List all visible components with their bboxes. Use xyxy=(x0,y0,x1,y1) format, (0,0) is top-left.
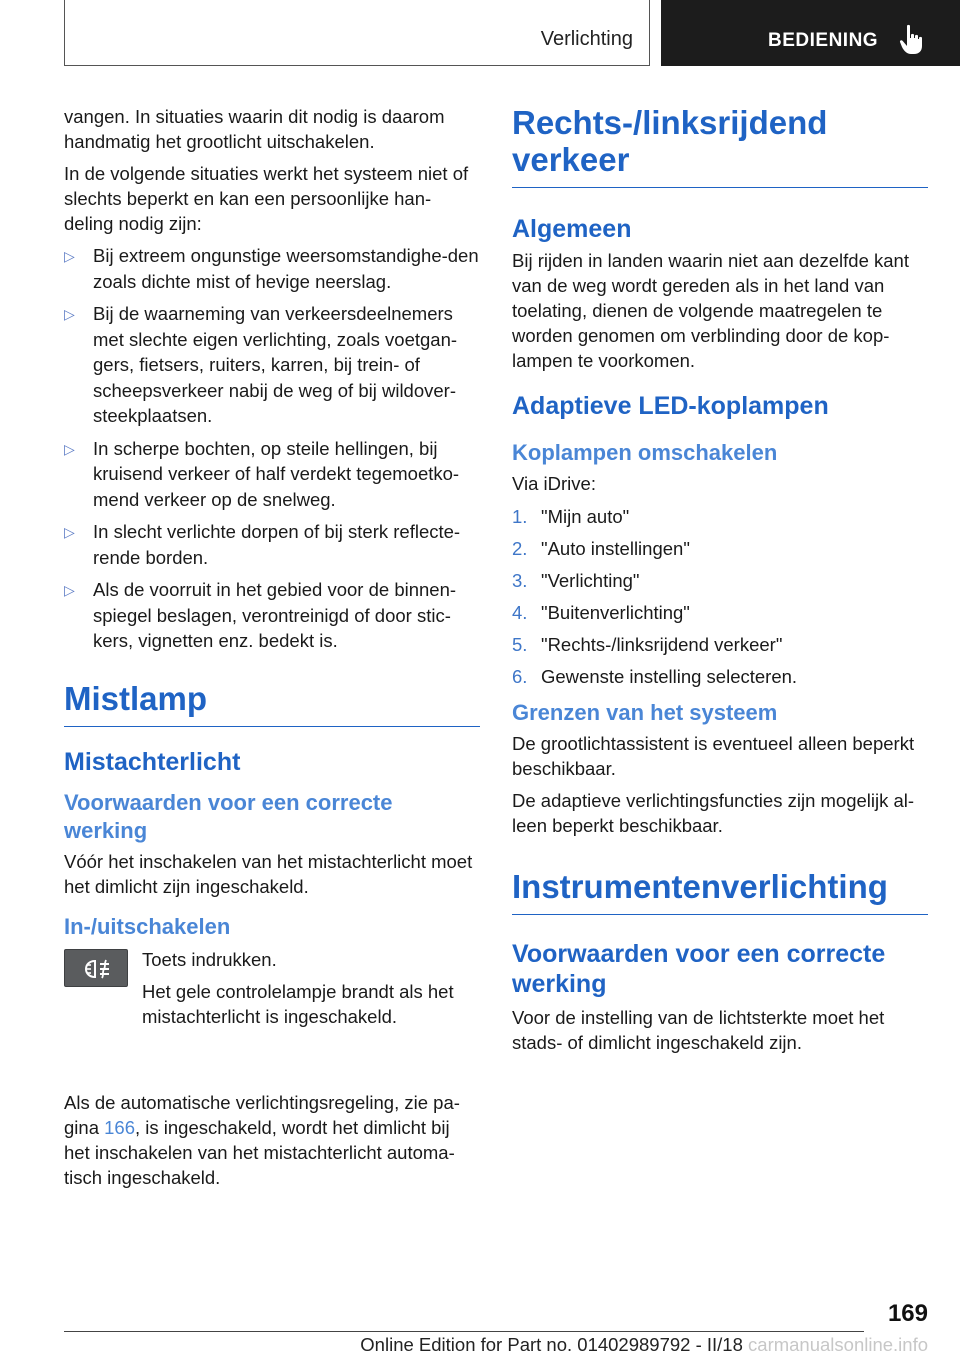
heading-mistachterlicht: Mistachterlicht xyxy=(64,747,241,776)
step-text: "Rechts-/linksrijdend verkeer" xyxy=(541,634,783,655)
list-item-text: Bij extreem ongunstige weersomstandighe-den zoals dichte mist of hevige neerslag. xyxy=(93,245,479,292)
heading-koplampen-omschakelen: Koplampen omschakelen xyxy=(512,440,778,465)
list-item xyxy=(512,600,928,625)
list-item-text: Bij de waarneming van verkeersdeelnemers met slechte eigen verlichting, zoals voetgan-gers, fietsers, ruiters, karren, bij trein- of scheepsverkeer nabij de weg of bij wildover-steekplaatsen. xyxy=(93,303,458,426)
paragraph: Voor de instelling van de lichtsterkte moet het stads- of dimlicht ingeschakeld zijn. xyxy=(512,1007,885,1053)
paragraph: Het gele controlelampje brandt als het mistachterlicht is ingeschakeld. xyxy=(142,980,454,1027)
bullet-list xyxy=(64,243,480,654)
heading-instrumentenverlichting: Instrumentenverlichting xyxy=(512,868,928,915)
heading-grenzen: Grenzen van het systeem xyxy=(512,700,778,725)
paragraph: De adaptieve verlichtingsfuncties zijn mogelijk al-leen beperkt beschikbaar. xyxy=(512,790,915,836)
list-item xyxy=(512,504,928,529)
step-text: "Auto instellingen" xyxy=(541,538,690,559)
triangle-bullet-icon: ▷ xyxy=(64,248,75,264)
step-text: "Verlichting" xyxy=(541,570,640,591)
step-text: "Buitenverlichting" xyxy=(541,602,690,623)
step-number: 2. xyxy=(512,538,528,559)
paragraph: In de volgende situaties werkt het systeem niet of slechts beperkt en kan een persoonlijke han-deling nodig zijn: xyxy=(64,163,469,234)
pointing-hand-icon xyxy=(899,24,925,56)
list-item xyxy=(512,568,928,593)
footer-rule xyxy=(64,1331,864,1332)
page-header xyxy=(0,0,960,66)
paragraph: Vóór het inschakelen van het mistachterlicht moet het dimlicht zijn ingeschakeld. xyxy=(64,850,473,897)
paragraph-text: Als de automatische verlichtingsregeling, zie pa-gina xyxy=(64,1092,460,1138)
edition-text: Online Edition for Part no. 01402989792 - II/18 xyxy=(360,1334,743,1355)
step-number: 4. xyxy=(512,602,528,623)
footer-edition xyxy=(248,1334,928,1356)
list-item xyxy=(512,536,928,561)
triangle-bullet-icon: ▷ xyxy=(64,440,75,457)
list-item xyxy=(64,243,480,294)
heading-in-uitschakelen: In-/uitschakelen xyxy=(64,913,231,939)
heading-rechts-linksrijdend: Rechts-/linksrijdend verkeer xyxy=(512,104,928,188)
paragraph: Toets indrukken. xyxy=(142,948,277,970)
header-chapter-title: BEDIENING xyxy=(768,30,879,51)
header-section-title: Verlichting xyxy=(540,28,633,50)
left-column xyxy=(64,104,480,1027)
triangle-bullet-icon: ▷ xyxy=(64,582,75,598)
step-number: 6. xyxy=(512,666,528,687)
heading-algemeen: Algemeen xyxy=(512,215,632,243)
rear-fog-light-button[interactable] xyxy=(64,949,128,987)
list-item-text: Als de voorruit in het gebied voor de binnen-spiegel beslagen, verontreinigd of door stic-kers, vignetten enz. bedekt is. xyxy=(93,579,457,651)
rear-fog-light-icon xyxy=(65,950,129,988)
triangle-bullet-icon: ▷ xyxy=(64,524,75,540)
step-number: 5. xyxy=(512,634,528,655)
paragraph-text: , is ingeschakeld, wordt het dimlicht bij het inschakelen van het mistachterlicht automa-tisch ingeschakeld. xyxy=(64,1117,455,1188)
list-item xyxy=(512,632,928,657)
header-chapter-box xyxy=(661,0,960,66)
step-text: "Mijn auto" xyxy=(541,506,630,527)
list-item-text: In slecht verlichte dorpen of bij sterk reflecte-rende borden. xyxy=(93,521,461,568)
step-number: 1. xyxy=(512,506,528,527)
list-item xyxy=(64,577,480,654)
list-item xyxy=(64,436,480,513)
page-number: 169 xyxy=(887,1300,928,1327)
list-item xyxy=(512,664,928,689)
paragraph: De grootlichtassistent is eventueel alleen beperkt beschikbaar. xyxy=(512,733,915,779)
triangle-bullet-icon: ▷ xyxy=(64,306,75,322)
numbered-list xyxy=(512,504,928,689)
header-section-box xyxy=(64,0,650,66)
paragraph: Via iDrive: xyxy=(512,473,596,494)
page-link[interactable]: 166 xyxy=(104,1117,135,1138)
key-instruction xyxy=(64,945,480,1029)
paragraph: Bij rijden in landen waarin niet aan dezelfde kant van de weg wordt gereden als in het land van toelating, dienen de volgende maatregelen te worden genomen om verblinding door de kop-lampen te voorkomen. xyxy=(512,250,909,371)
paragraph: vangen. In situaties waarin dit nodig is daarom handmatig het grootlicht uitschakelen. xyxy=(64,106,445,152)
list-item xyxy=(64,519,480,570)
heading-voorwaarden: Voorwaarden voor een correcte werking xyxy=(64,789,393,843)
paragraph-auto-regeling xyxy=(64,1090,480,1190)
watermark: carmanualsonline.info xyxy=(748,1334,928,1355)
list-item-text: In scherpe bochten, op steile hellingen, bij kruisend verkeer of half verdekt tegemoetko-mend verkeer op de snelweg. xyxy=(93,437,460,510)
right-column xyxy=(512,104,928,1062)
step-text: Gewenste instelling selecteren. xyxy=(541,666,798,687)
heading-adaptieve-led: Adaptieve LED-koplampen xyxy=(512,392,829,420)
heading-voorwaarden: Voorwaarden voor een correcte werking xyxy=(512,940,886,998)
step-number: 3. xyxy=(512,570,528,591)
heading-mistlamp: Mistlamp xyxy=(64,680,480,727)
list-item xyxy=(64,301,480,429)
